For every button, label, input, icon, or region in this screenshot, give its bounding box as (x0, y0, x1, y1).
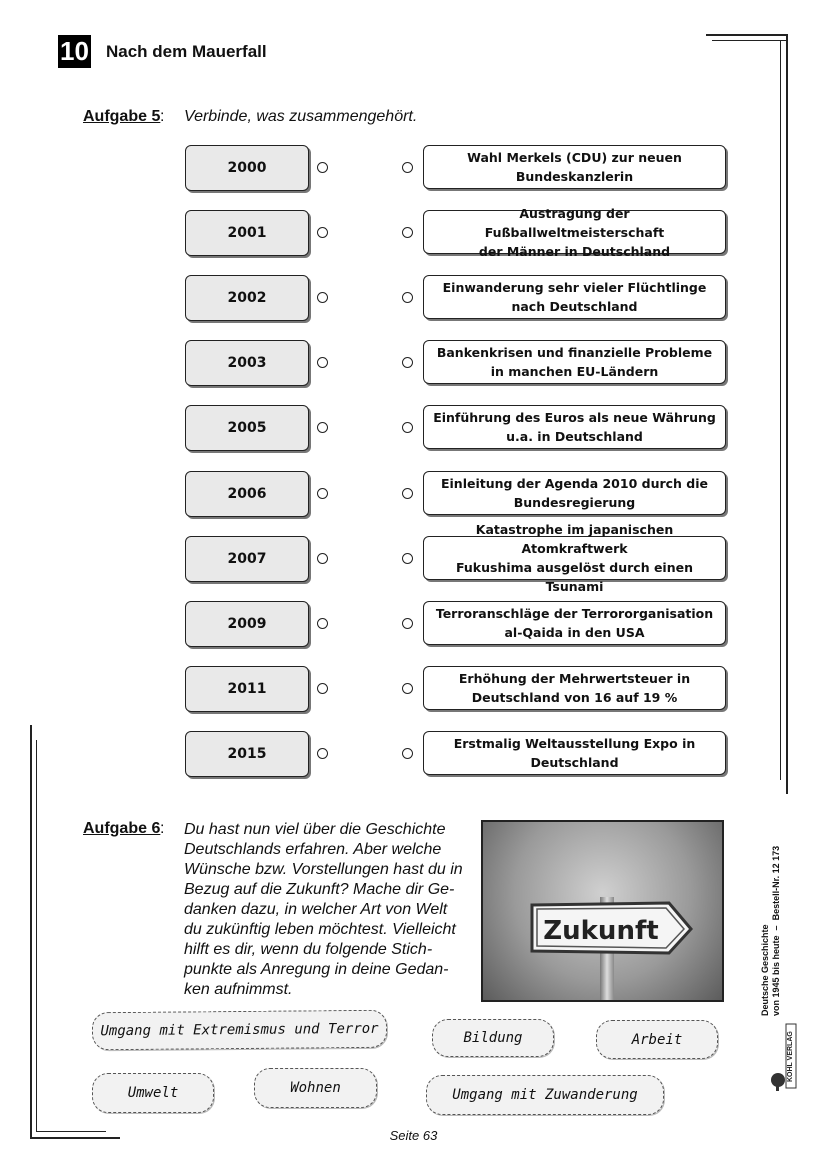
keyword-extremism: Umgang mit Extremismus und Terror (92, 1010, 387, 1051)
event-text-line: Erhöhung der Mehrwertsteuer in (458, 671, 691, 686)
connect-circle-left[interactable] (317, 357, 328, 368)
chapter-number: 10 (58, 35, 91, 68)
event-text-line: Katastrophe im japanischen Atomkraftwerk (475, 522, 674, 556)
event-text-line: u.a. in Deutschland (506, 429, 643, 444)
event-box[interactable] (423, 666, 726, 710)
event-text (443, 278, 707, 316)
connect-circle-left[interactable] (317, 748, 328, 759)
task5-label: Aufgabe 5 (83, 108, 161, 125)
event-text-line: Erstmalig Weltausstellung Expo in (453, 736, 696, 751)
event-text-line: Bankenkrisen und finanzielle Probleme (436, 345, 713, 360)
event-box[interactable] (423, 731, 726, 775)
event-text-line: Deutschland von 16 auf 19 % (471, 690, 678, 705)
event-text (436, 604, 713, 642)
event-text-line: Bundeskanzlerin (515, 169, 634, 184)
event-text (459, 669, 690, 707)
connect-circle-right[interactable] (402, 488, 413, 499)
order-number: Bestell-Nr. 12 173 (771, 845, 781, 921)
year-box[interactable]: 2001 (185, 210, 309, 256)
publisher-name: KOHL VERLAG (787, 1031, 794, 1082)
connect-circle-left[interactable] (317, 488, 328, 499)
event-text-line: Fukushima ausgelöst durch einen Tsunami (455, 560, 693, 594)
chapter-title: Nach dem Mauerfall (106, 42, 267, 61)
frame-line-top (706, 34, 786, 36)
event-box[interactable] (423, 340, 726, 384)
year-box[interactable]: 2003 (185, 340, 309, 386)
connect-circle-right[interactable] (402, 683, 413, 694)
book-title-line2: von 1945 bis heute (771, 935, 781, 1016)
year-box[interactable]: 2007 (185, 536, 309, 582)
event-text-line: Terroranschläge der Terrororganisation (435, 606, 714, 621)
task6-line: Du hast nun viel über die Geschichte (184, 821, 446, 838)
task6-line: punkte als Anregung in deine Gedan- (184, 961, 449, 978)
task5-colon: : (160, 108, 165, 125)
event-text (433, 408, 716, 446)
connect-circle-left[interactable] (317, 292, 328, 303)
task6-line: ken aufnimmst. (184, 981, 293, 998)
task5-instruction: Verbinde, was zusammengehört. (184, 108, 418, 125)
task6-label: Aufgabe 6 (83, 820, 161, 837)
task6-line: hilft es dir, wenn du folgende Stich- (184, 941, 433, 958)
frame-line-right (786, 34, 788, 794)
connect-circle-left[interactable] (317, 683, 328, 694)
event-text-line: Einführung des Euros als neue Währung (433, 410, 716, 425)
year-box[interactable]: 2005 (185, 405, 309, 451)
event-box[interactable] (423, 522, 726, 594)
task6-colon: : (160, 820, 165, 837)
event-box[interactable] (423, 405, 726, 449)
event-text-line: Deutschland (530, 755, 619, 770)
year-box[interactable]: 2006 (185, 471, 309, 517)
event-text-line: Einleitung der Agenda 2010 durch die (440, 476, 709, 491)
frame-line-right-2 (780, 40, 781, 780)
event-text-line: Wahl Merkels (CDU) zur neuen (467, 150, 682, 165)
book-info-sidebar (760, 776, 782, 1016)
year-box[interactable]: 2011 (185, 666, 309, 712)
year-box[interactable]: 2002 (185, 275, 309, 321)
event-text-line: Einwanderung sehr vieler Flüchtlinge (442, 280, 707, 295)
keyword-zuwanderung: Umgang mit Zuwanderung (426, 1075, 664, 1115)
connect-circle-right[interactable] (402, 553, 413, 564)
task6-line: Bezug auf die Zukunft? Mache dir Ge- (184, 881, 455, 898)
road-sign-icon (529, 899, 694, 957)
task6-line: danken dazu, in welcher Art von Welt (184, 901, 448, 918)
event-text (428, 204, 721, 261)
frame-line-top-2 (712, 40, 786, 41)
sidebar-dash: – (771, 925, 781, 931)
task6-line: Deutschlands erfahren. Aber welche (184, 841, 442, 858)
connect-circle-left[interactable] (317, 162, 328, 173)
event-box[interactable] (423, 145, 726, 189)
event-text-line: Bundesregierung (513, 495, 636, 510)
keyword-bildung: Bildung (432, 1019, 554, 1057)
publisher-logo-icon (768, 1022, 798, 1092)
task6-paragraph (184, 820, 469, 1000)
task6-line: Wünsche bzw. Vorstellungen hast du in (184, 861, 463, 878)
year-box[interactable]: 2009 (185, 601, 309, 647)
event-text-line: Austragung der Fußballweltmeisterschaft (484, 205, 665, 240)
connect-circle-left[interactable] (317, 227, 328, 238)
sign-text: Zukunft (543, 916, 659, 946)
year-box[interactable]: 2015 (185, 731, 309, 777)
keyword-wohnen: Wohnen (254, 1068, 377, 1108)
event-text (441, 474, 708, 512)
keyword-arbeit: Arbeit (596, 1020, 718, 1059)
connect-circle-right[interactable] (402, 227, 413, 238)
event-text (454, 734, 696, 772)
connect-circle-left[interactable] (317, 618, 328, 629)
event-text (428, 520, 721, 596)
zukunft-sign-image (481, 820, 724, 1002)
event-text-line: der Männer in Deutschland (478, 243, 671, 259)
connect-circle-right[interactable] (402, 748, 413, 759)
event-box[interactable] (423, 471, 726, 515)
event-text-line: in manchen EU-Ländern (490, 364, 659, 379)
event-text-line: al-Qaida in den USA (504, 625, 645, 640)
frame-line-left (30, 725, 32, 1137)
connect-circle-right[interactable] (402, 422, 413, 433)
event-box[interactable] (423, 601, 726, 645)
connect-circle-right[interactable] (402, 618, 413, 629)
page-number: Seite 63 (389, 1128, 438, 1143)
keyword-umwelt: Umwelt (92, 1073, 214, 1113)
connect-circle-right[interactable] (402, 162, 413, 173)
year-box[interactable]: 2000 (185, 145, 309, 191)
event-text (437, 343, 712, 381)
connect-circle-left[interactable] (317, 553, 328, 564)
book-title-line: Deutsche Geschichte (760, 924, 770, 1016)
event-text (467, 148, 682, 186)
event-box[interactable] (423, 275, 726, 319)
task6-line: du zukünftig leben möchtest. Vielleicht (184, 921, 456, 938)
connect-circle-right[interactable] (402, 357, 413, 368)
event-text-line: nach Deutschland (511, 299, 638, 314)
connect-circle-left[interactable] (317, 422, 328, 433)
connect-circle-right[interactable] (402, 292, 413, 303)
event-box[interactable] (423, 205, 726, 259)
frame-line-left-2 (36, 740, 37, 1131)
